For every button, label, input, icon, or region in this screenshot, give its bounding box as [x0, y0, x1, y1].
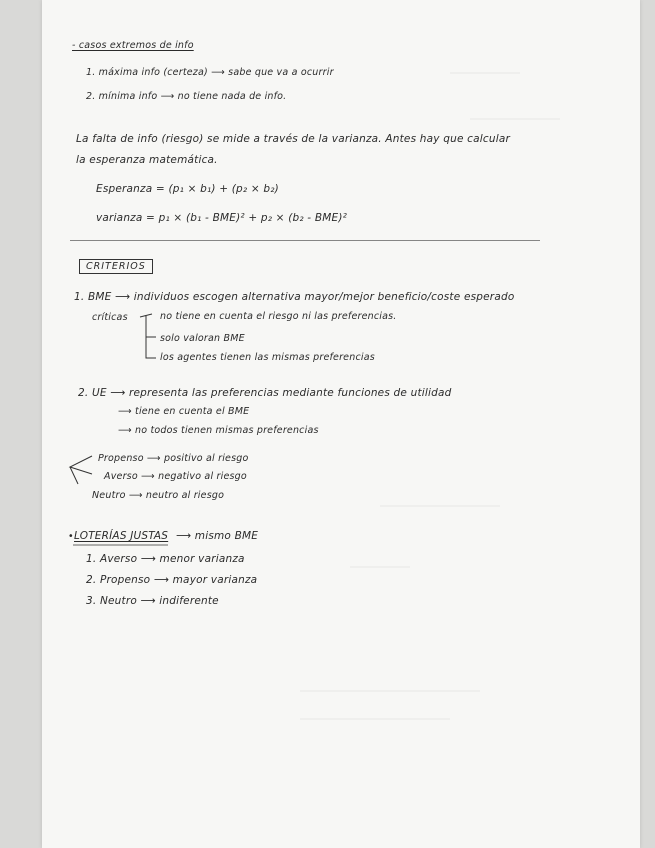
esperanza-formula: Esperanza = (p₁ × b₁) + (p₂ × b₂): [96, 183, 279, 195]
varianza-formula: varianza = p₁ × (b₁ - BME)² + p₂ × (b₂ - BME)²: [96, 212, 348, 224]
attitudes-arrow: [70, 456, 92, 484]
loteria-item: 3. Neutro ⟶ indiferente: [86, 595, 219, 607]
critica-item: los agentes tienen las mismas preferencias: [160, 352, 375, 363]
loteria-item: 1. Averso ⟶ menor varianza: [86, 553, 245, 565]
ue-point: ⟶ tiene en cuenta el BME: [118, 406, 250, 417]
criterios-label: CRITERIOS: [79, 259, 153, 274]
attitude-item: Neutro ⟶ neutro al riesgo: [92, 490, 225, 501]
criticas-bracket: [140, 314, 156, 358]
loterias-heading: LOTERÍAS JUSTAS: [74, 530, 169, 542]
loterias-suffix: ⟶ mismo BME: [176, 530, 259, 542]
attitude-item: Propenso ⟶ positivo al riesgo: [98, 453, 249, 464]
ue-point: ⟶ no todos tienen mismas preferencias: [118, 425, 319, 436]
critica-item: no tiene en cuenta el riesgo ni las preferencias.: [160, 311, 397, 322]
extreme-item: 2. mínima info ⟶ no tiene nada de info.: [86, 91, 287, 102]
attitude-item: Averso ⟶ negativo al riesgo: [104, 471, 247, 482]
paragraph-line: la esperanza matemática.: [76, 154, 218, 166]
section-heading: - casos extremos de info: [72, 40, 194, 51]
loterias-bullet: •: [68, 531, 74, 542]
bme-line: 1. BME ⟶ individuos escogen alternativa mayor/mejor beneficio/coste esperado: [74, 291, 515, 303]
extreme-item: 1. máxima info (certeza) ⟶ sabe que va a ocurrir: [86, 67, 334, 78]
critica-item: solo valoran BME: [160, 333, 245, 344]
ue-line: 2. UE ⟶ representa las preferencias mediante funciones de utilidad: [78, 387, 452, 399]
paragraph-line: La falta de info (riesgo) se mide a través de la varianza. Antes hay que calcular: [76, 133, 510, 145]
criticas-label: críticas: [92, 312, 128, 323]
loteria-item: 2. Propenso ⟶ mayor varianza: [86, 574, 258, 586]
